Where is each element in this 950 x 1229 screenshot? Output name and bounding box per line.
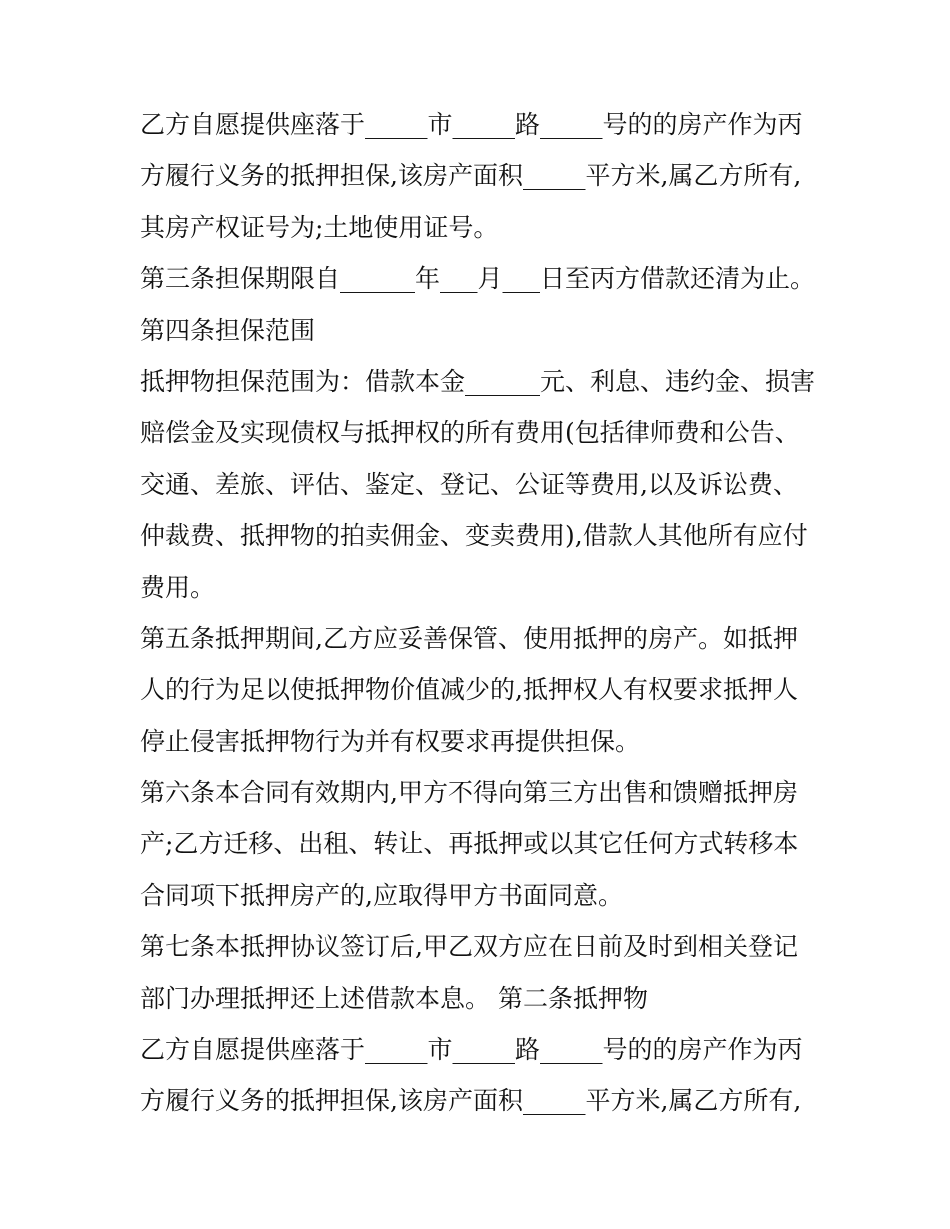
text-line: 交通、差旅、评估、鉴定、登记、公证等费用,以及诉讼费、 [140, 469, 798, 499]
text-line: 乙方自愿提供座落于_____市_____路_____号的的房产作为丙 [140, 1035, 803, 1065]
text-line: 方履行义务的抵押担保,该房产面积_____平方米,属乙方所有, [140, 161, 802, 191]
contract-text [140, 99, 820, 1127]
text-line: 乙方自愿提供座落于_____市_____路_____号的的房产作为丙 [140, 110, 803, 139]
text-line: 其房产权证号为;土地使用证号。 [140, 212, 499, 242]
text-line: 第三条担保期限自______年___月___日至丙方借款还清为止。 [140, 264, 816, 294]
text-line: 方履行义务的抵押担保,该房产面积_____平方米,属乙方所有, [140, 1086, 802, 1116]
text-line: 人的行为足以使抵押物价值减少的,抵押权人有权要求抵押人 [140, 675, 798, 705]
section-heading: 第四条担保范围 [140, 315, 316, 345]
text-line: 停止侵害抵押物行为并有权要求再提供担保。 [140, 726, 641, 756]
text-line: 合同项下抵押房产的,应取得甲方书面同意。 [140, 880, 623, 910]
text-line: 抵押物担保范围为：借款本金______元、利息、违约金、损害 [140, 366, 816, 396]
text-line: 费用。 [140, 572, 216, 602]
text-line: 第五条抵押期间,乙方应妥善保管、使用抵押的房产。如抵押 [140, 623, 798, 653]
text-line: 仲裁费、抵押物的拍卖佣金、变卖费用),借款人其他所有应付 [140, 521, 808, 551]
text-line: 产;乙方迁移、出租、转让、再抵押或以其它任何方式转移本 [140, 829, 799, 859]
text-line: 第六条本合同有效期内,甲方不得向第三方出售和馈赠抵押房 [140, 778, 798, 808]
text-line: 赔偿金及实现债权与抵押权的所有费用(包括律师费和公告、 [140, 418, 800, 448]
text-line: 部门办理抵押还上述借款本息。 第二条抵押物 [140, 983, 648, 1013]
text-line: 第七条本抵押协议签订后,甲乙双方应在日前及时到相关登记 [140, 932, 798, 962]
